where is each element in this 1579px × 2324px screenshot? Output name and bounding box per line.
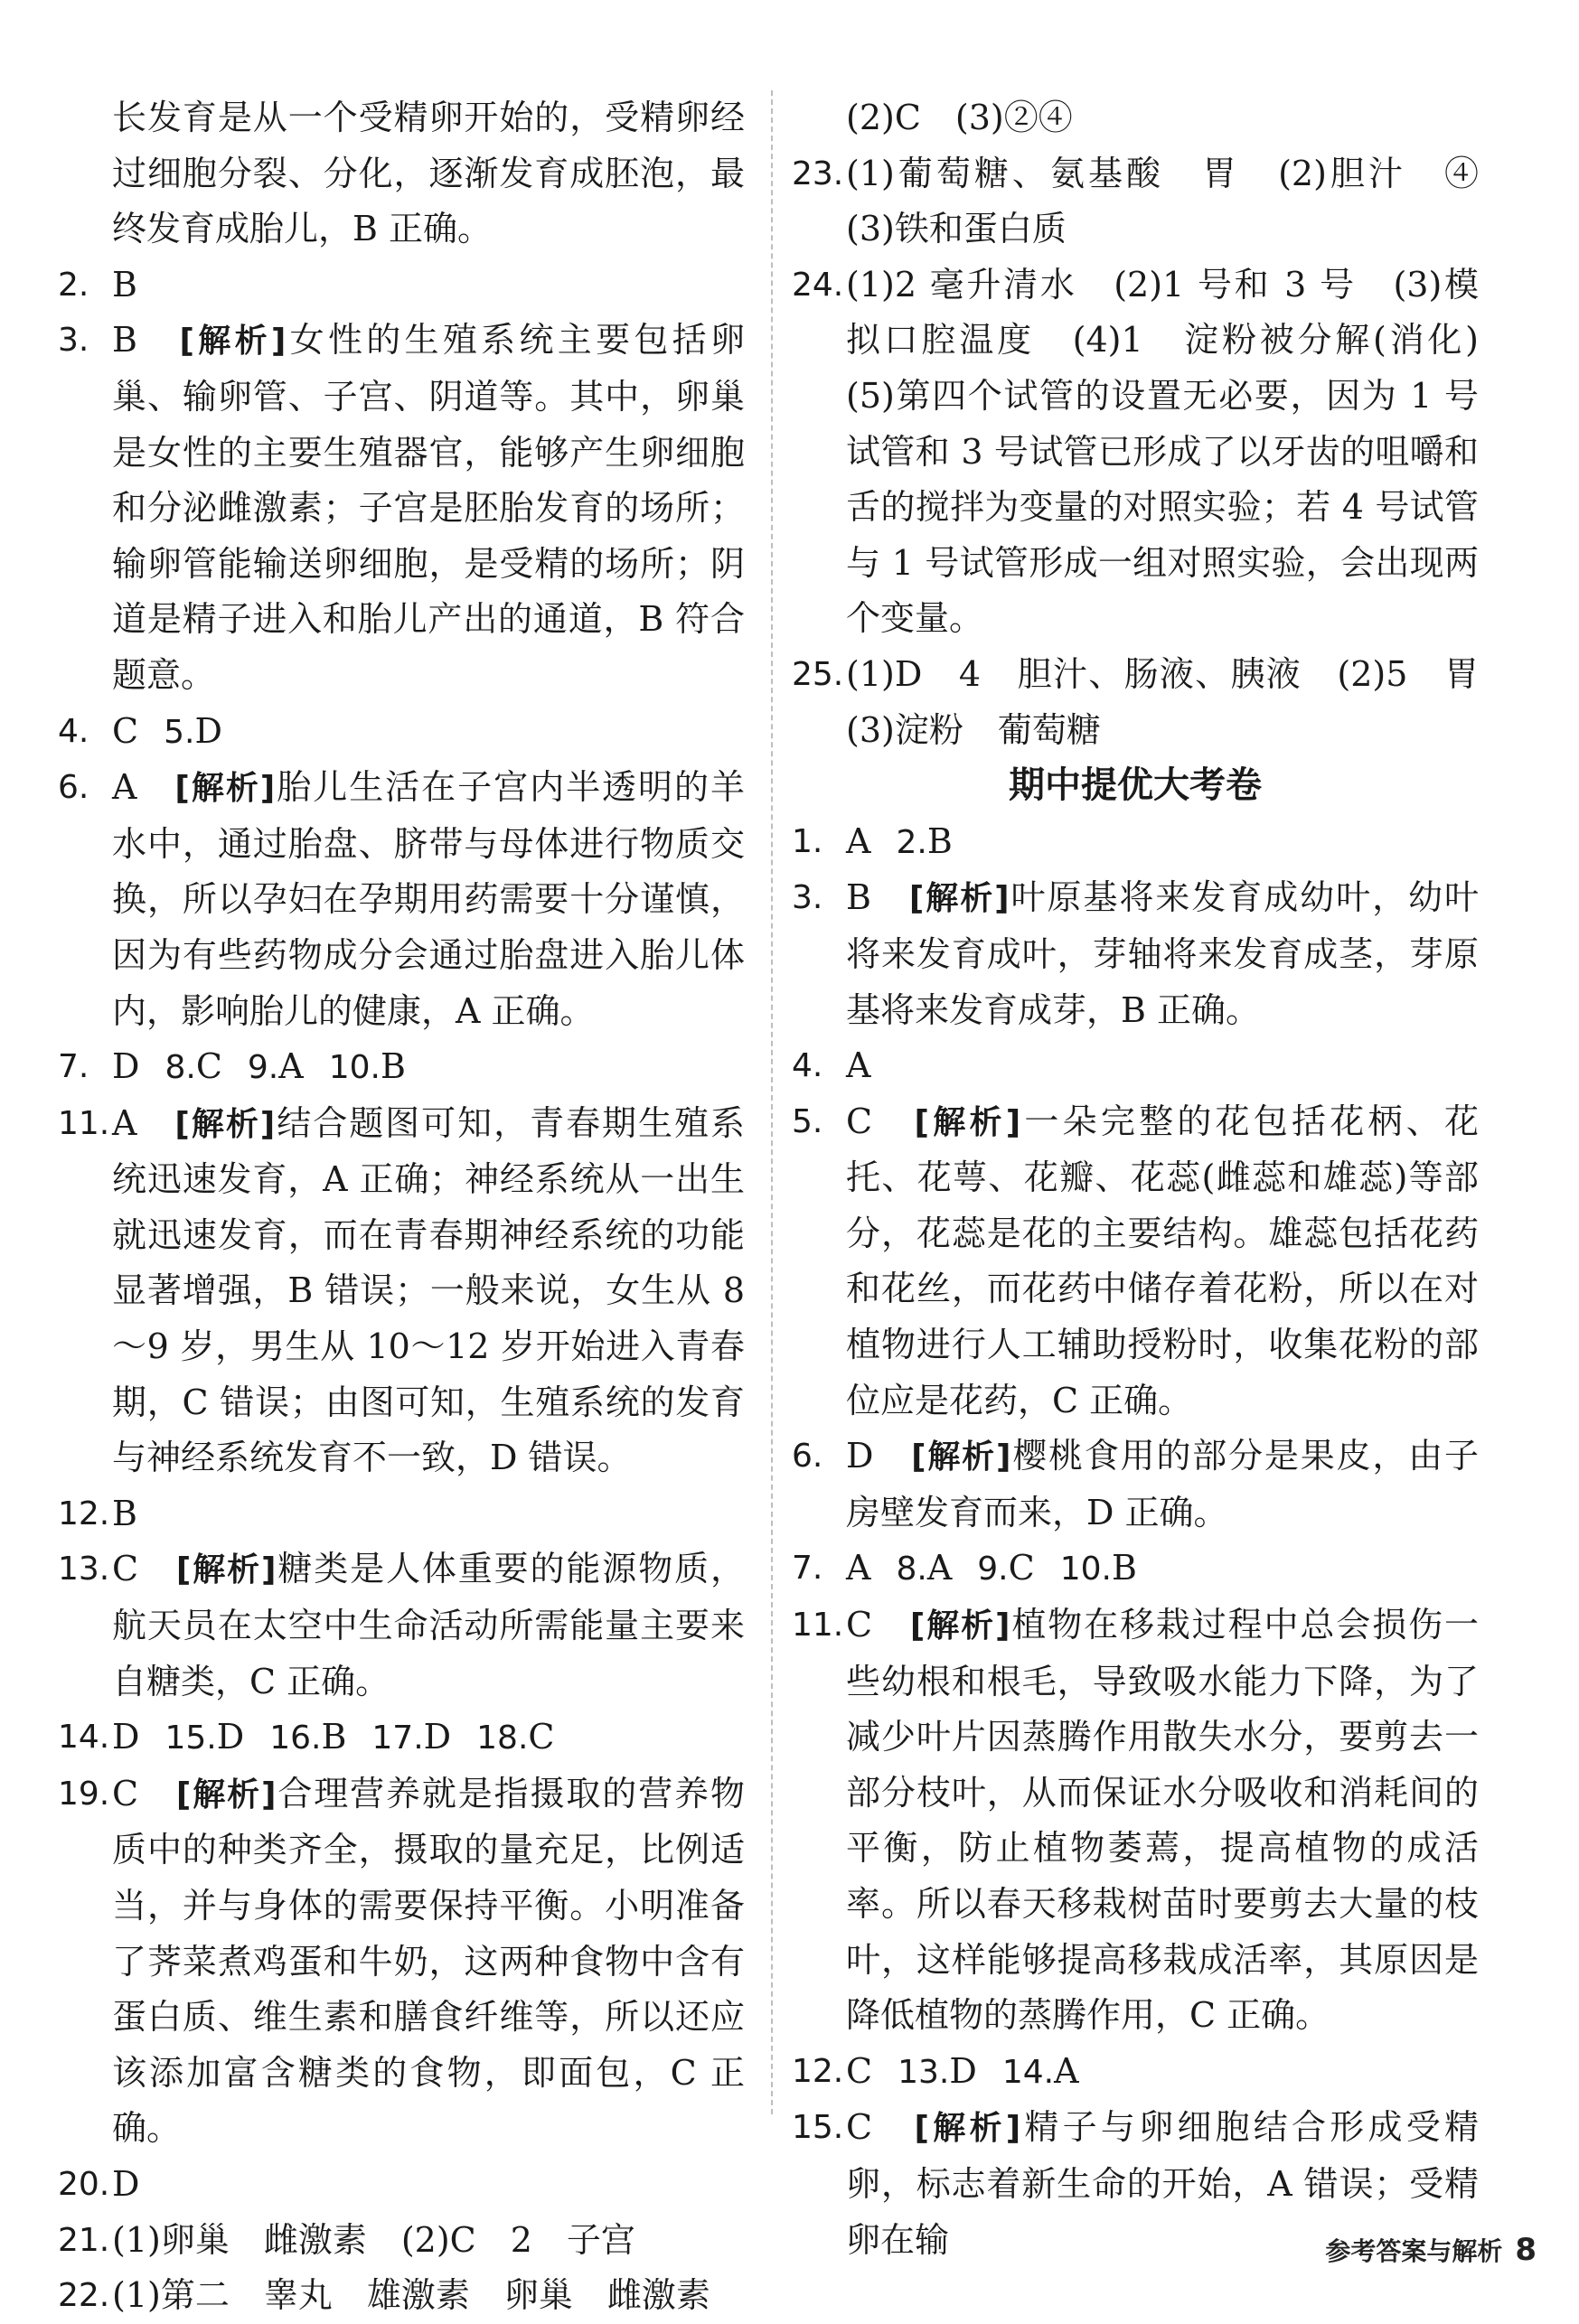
right-column — [792, 90, 1514, 2268]
answer-item: 7. A 8.A 9.C 10.B — [792, 1548, 1137, 1588]
analysis-tag: [解析] — [914, 2110, 1021, 2148]
answer-item: 6. A [解析]胎儿生活在子宫内半透明的羊水中，通过胎盘、脐带与母体进行物质交换，所以孕妇在孕期用药需要十分谨慎，因为有些药物成分会通过胎盘进入胎儿体内，影响胎儿的健康，A 正确。 — [58, 767, 745, 1031]
answer-item: 13. C [解析]糖类是人体重要的能源物质，航天员在太空中生命活动所需能量主要来自糖类，C 正确。 — [58, 1549, 745, 1701]
answer-item: 20. D — [58, 2163, 140, 2204]
page-number: 8 — [1515, 2232, 1537, 2268]
answer-item: 4. A — [792, 1045, 871, 1086]
answer-item: 2. B — [58, 264, 137, 305]
analysis-tag: [解析] — [908, 880, 1010, 918]
analysis-tag: [解析] — [174, 1105, 276, 1143]
answer-item: 23. (1)葡萄糖、氨基酸 胃 (2)胆汁 ④ (3)铁和蛋白质 — [792, 153, 1514, 249]
answer-item: 11. A [解析]结合题图可知，青春期生殖系统迅速发育，A 正确；神经系统从一出生就迅速发育，而在青春期神经系统的功能显著增强，B 错误；一般来说，女生从 8～9 岁，男生从 10～12 岁开始进入青春期，C 错误；由图可知，生殖系统的发育与神经系统发育不一致，D 错误。 — [58, 1102, 745, 1478]
column-divider — [771, 90, 773, 2114]
answer-item: 24. (1)2 毫升清水 (2)1 号和 3 号 (3)模拟口腔温度 (4)1 淀粉被分解(消化) (5)第四个试管的设置无必要，因为 1 号试管和 3 号试管已形成了以牙齿的咀嚼和舌的搅拌为变量的对照实验；若 4 号试管与 1 号试管形成一组对照实验，会出现两个变量。 — [792, 264, 1514, 639]
section-title: 期中提优大考卷 — [1009, 764, 1262, 807]
answer-item: 7. D 8.C 9.A 10.B — [58, 1046, 406, 1087]
answer-item: (2)C (3)②④ — [846, 98, 1073, 137]
answer-item: 19. C [解析]合理营养就是指摄取的营养物质中的种类齐全，摄取的量充足，比例适当，并与身体的需要保持平衡。小明准备了荠菜煮鸡蛋和牛奶，这两种食物中含有蛋白质、维生素和膳食纤维等，所以还应该添加富含糖类的食物，即面包，C 正确。 — [58, 1773, 745, 2149]
answer-item: 1. A 2.B — [792, 820, 953, 861]
answer-item: 3. B [解析]女性的生殖系统主要包括卵巢、输卵管、子宫、阴道等。其中，卵巢是女性的主要生殖器官，能够产生卵细胞和分泌雌激素；子宫是胚胎发育的场所；输卵管能输送卵细胞，是受精的场所；阴道是精子进入和胎儿产出的通道，B 符合题意。 — [58, 320, 745, 695]
answer-item: 长发育是从一个受精卵开始的，受精卵经过细胞分裂、分化，逐渐发育成胚泡，最终发育成胎儿，B 正确。 — [112, 98, 745, 249]
analysis-tag: [解析] — [911, 1438, 1011, 1476]
answer-item: 4. C 5.D — [58, 710, 222, 751]
answer-item: 21. (1)卵巢 雌激素 (2)C 2 子宫 — [58, 2219, 635, 2260]
answer-item: 14. D 15.D 16.B 17.D 18.C — [58, 1717, 555, 1757]
answer-item: 12. B — [58, 1493, 137, 1533]
answer-item: 15. C [解析]精子与卵细胞结合形成受精卵，标志着新生命的开始，A 错误；受精卵在输 — [792, 2107, 1479, 2260]
left-column — [58, 90, 745, 2324]
analysis-tag: [解析] — [179, 323, 287, 361]
page-footer — [1211, 2232, 1537, 2268]
answer-item: 3. B [解析]叶原基将来发育成幼叶，幼叶将来发育成叶，芽轴将来发育成茎，芽原基将来发育成芽，B 正确。 — [792, 877, 1479, 1030]
answer-item: 6. D [解析]樱桃食用的部分是果皮，由子房壁发育而来，D 正确。 — [792, 1436, 1479, 1532]
analysis-tag: [解析] — [914, 1103, 1021, 1141]
answer-item: 11. C [解析]植物在移栽过程中总会损伤一些幼根和根毛，导致吸水能力下降，为了减少叶片因蒸腾作用散失水分，要剪去一部分枝叶，从而保证水分吸收和消耗间的平衡，防止植物萎蔫，提高植物的成活率。所以春天移栽树苗时要剪去大量的枝叶，这样能够提高移栽成活率，其原因是降低植物的蒸腾作用，C 正确。 — [792, 1605, 1479, 2036]
analysis-tag: [解析] — [909, 1607, 1010, 1645]
analysis-tag: [解析] — [174, 770, 276, 808]
answer-item: 5. C [解析]一朵完整的花包括花柄、花托、花萼、花瓣、花蕊(雌蕊和雄蕊)等部分，花蕊是花的主要结构。雄蕊包括花药和花丝，而花药中储存着花粉，所以在对植物进行人工辅助授粉时，收集花粉的部位应是花药，C 正确。 — [792, 1101, 1479, 1420]
answer-item: 25. (1)D 4 胆汁、肠液、胰液 (2)5 胃 (3)淀粉 葡萄糖 — [792, 653, 1514, 750]
analysis-tag: [解析] — [175, 1551, 277, 1589]
answer-item: 12. C 13.D 14.A — [792, 2050, 1079, 2091]
footer-label: 参考答案与解析 — [1325, 2236, 1503, 2266]
analysis-tag: [解析] — [175, 1776, 277, 1813]
answer-item: 22. (1)第二 睾丸 雄激素 卵巢 雌激素 — [58, 2275, 710, 2316]
